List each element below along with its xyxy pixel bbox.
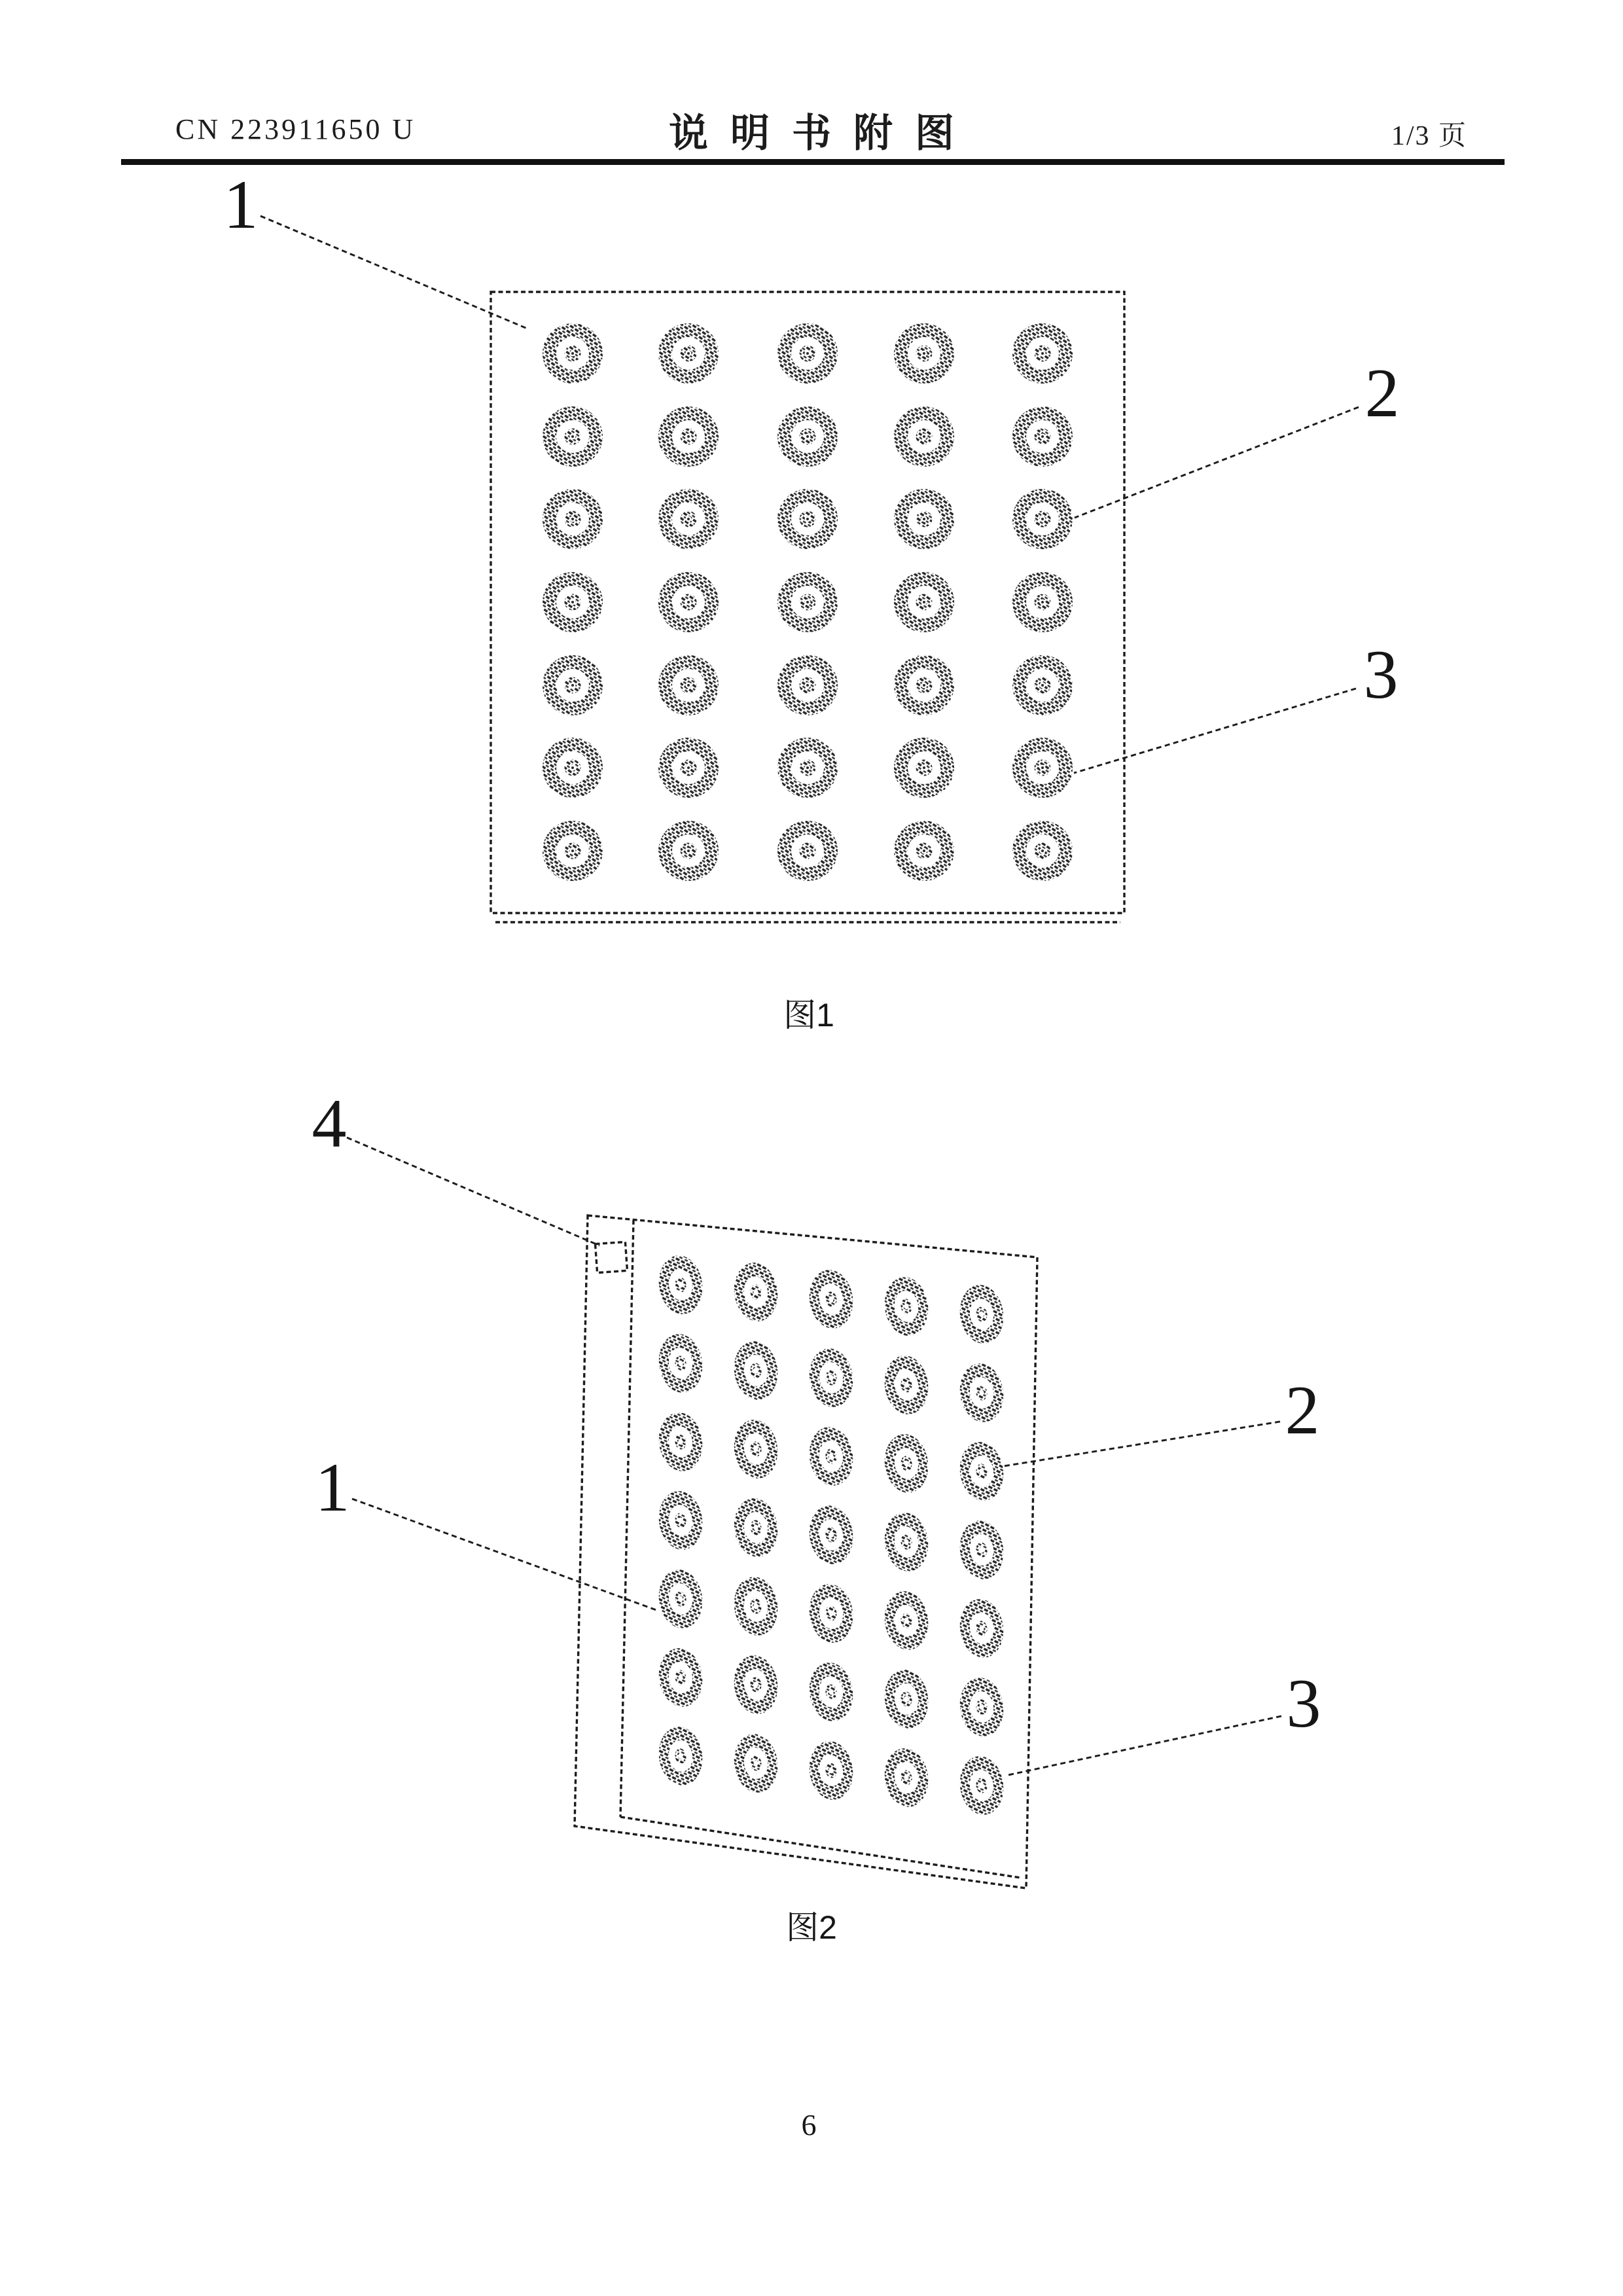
fig1-leader-2 xyxy=(1075,407,1359,518)
fig1-protrusion xyxy=(658,406,719,467)
fig1-protrusion xyxy=(894,821,954,881)
fig1-protrusion xyxy=(894,489,954,549)
fig1-protrusion xyxy=(777,738,838,798)
fig1-protrusion xyxy=(658,821,719,881)
fig2-protrusion xyxy=(806,1424,857,1488)
fig1-protrusion xyxy=(777,655,838,715)
fig1-protrusion xyxy=(1012,323,1073,384)
fig2-protrusion xyxy=(956,1753,1007,1818)
fig2-protrusion xyxy=(730,1496,781,1560)
fig2-protrusion xyxy=(956,1282,1007,1346)
fig1-protrusion xyxy=(777,821,838,881)
fig1-protrusion xyxy=(894,738,954,798)
fig2-protrusion xyxy=(655,1645,706,1710)
fig2-protrusion xyxy=(655,1331,706,1395)
fig2-protrusion xyxy=(730,1417,781,1481)
fig2-ref-label-2: 2 xyxy=(1285,1372,1320,1448)
fig1-protrusion xyxy=(543,738,603,798)
footer-page-number: 6 xyxy=(801,2108,817,2142)
fig1-protrusion xyxy=(658,489,719,549)
fig1-protrusion xyxy=(777,489,838,549)
fig2-protrusion xyxy=(881,1274,932,1338)
fig2-ref-label-1: 1 xyxy=(315,1449,350,1526)
fig1-hole-grid xyxy=(543,323,1073,881)
fig2-protrusion xyxy=(730,1574,781,1638)
fig1-protrusion xyxy=(1012,406,1073,467)
fig1-protrusion xyxy=(1012,821,1073,881)
fig2-protrusion xyxy=(881,1588,932,1653)
fig2-protrusion xyxy=(655,1410,706,1474)
fig2-protrusion xyxy=(956,1361,1007,1425)
fig2-leader-3 xyxy=(1005,1716,1281,1776)
fig2-leader-4 xyxy=(347,1138,599,1246)
fig2-protrusion xyxy=(730,1653,781,1717)
fig2-protrusion xyxy=(881,1510,932,1574)
fig1-protrusion xyxy=(894,572,954,632)
fig1-protrusion xyxy=(658,323,719,384)
page-indicator: 1/3 页 xyxy=(1391,121,1467,151)
fig1-protrusion xyxy=(543,489,603,549)
fig2-protrusion xyxy=(881,1667,932,1731)
fig2-ref-label-3: 3 xyxy=(1286,1665,1321,1742)
fig1-ref-label-1: 1 xyxy=(223,166,259,243)
fig1-protrusion xyxy=(658,655,719,715)
fig1-protrusion xyxy=(894,406,954,467)
fig2-protrusion xyxy=(806,1503,857,1567)
fig2-protrusion xyxy=(806,1267,857,1331)
fig1-protrusion xyxy=(658,572,719,632)
fig1-protrusion xyxy=(543,572,603,632)
fig1-protrusion xyxy=(543,323,603,384)
fig1-protrusion xyxy=(543,406,603,467)
fig1-protrusion xyxy=(894,655,954,715)
fig2-ref-label-4: 4 xyxy=(312,1085,347,1162)
fig1-protrusion xyxy=(658,738,719,798)
fig2-hanging-hole xyxy=(596,1242,628,1272)
fig2-protrusion xyxy=(881,1431,932,1496)
fig2-protrusion xyxy=(881,1353,932,1417)
fig1-protrusion xyxy=(1012,738,1073,798)
fig2-left-edge-inner xyxy=(620,1220,633,1817)
fig2-caption: 图2 xyxy=(786,1909,837,1946)
fig1-ref-label-3: 3 xyxy=(1363,636,1399,713)
page-title: 说明书附图 xyxy=(669,111,976,155)
fig2-protrusion xyxy=(655,1724,706,1788)
fig1-leader-3 xyxy=(1074,689,1356,773)
document-number: CN 223911650 U xyxy=(175,113,416,145)
fig1-caption: 图1 xyxy=(783,997,834,1033)
fig2-protrusion xyxy=(655,1567,706,1631)
fig2-protrusion xyxy=(655,1253,706,1317)
fig1-protrusion xyxy=(1012,489,1073,549)
fig2-protrusion xyxy=(806,1738,857,1803)
fig2-protrusion xyxy=(881,1746,932,1810)
fig2-protrusion xyxy=(806,1346,857,1410)
fig2-leader-1 xyxy=(352,1499,656,1610)
fig1-protrusion xyxy=(1012,572,1073,632)
fig2-protrusion xyxy=(806,1660,857,1724)
fig2-bottom-edge-inner xyxy=(620,1817,1021,1878)
fig2-protrusion xyxy=(956,1439,1007,1503)
fig1-protrusion xyxy=(777,572,838,632)
fig2-protrusion xyxy=(730,1338,781,1403)
fig2-protrusion xyxy=(806,1581,857,1645)
fig1-protrusion xyxy=(777,406,838,467)
fig1-protrusion xyxy=(1012,655,1073,715)
fig2-hole-grid xyxy=(655,1253,1007,1818)
fig2-protrusion xyxy=(730,1731,781,1795)
fig2-protrusion xyxy=(730,1260,781,1324)
fig1-protrusion xyxy=(894,323,954,384)
fig2-protrusion xyxy=(956,1596,1007,1660)
fig1-protrusion xyxy=(543,821,603,881)
fig2-protrusion xyxy=(956,1518,1007,1582)
fig1-leader-1 xyxy=(260,216,529,329)
fig2-protrusion xyxy=(956,1675,1007,1739)
fig2-leader-2 xyxy=(1004,1422,1280,1466)
fig1-protrusion xyxy=(543,655,603,715)
fig2-protrusion xyxy=(655,1488,706,1552)
fig1-ref-label-2: 2 xyxy=(1364,355,1400,431)
fig1-protrusion xyxy=(777,323,838,384)
